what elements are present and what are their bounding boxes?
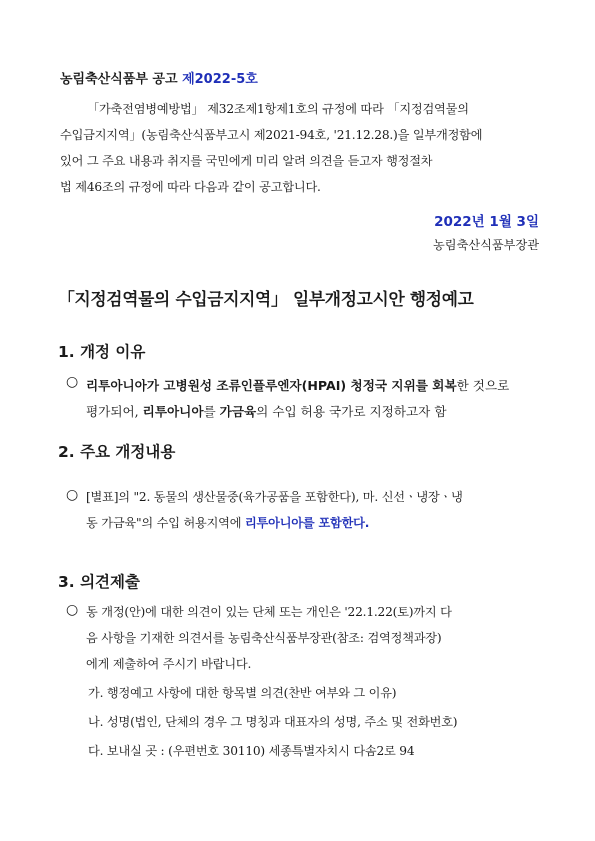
- section-3-item-na: 나. 성명(법인, 단체의 경우 그 명칭과 대표자의 성명, 주소 및 전화번호): [88, 715, 458, 729]
- section-2-line-2: [86, 514, 369, 531]
- section-3-line-2: 음 사항을 기재한 의견서를 농림축산식품부장관(참조: 검역정책과장): [86, 631, 442, 645]
- section-1-text-c: 를: [203, 404, 220, 419]
- section-2-line-1: [별표]의 "2. 동물의 생산물중(육가공품을 포함한다), 마. 신선ㆍ냉장ㆍ냉: [86, 490, 463, 504]
- section-1-heading: 1. 개정 이유: [58, 343, 146, 361]
- intro-line-1: 「가축전염병예방법」 제32조제1항제1호의 규정에 따라 「지정검역물의: [87, 102, 469, 116]
- section-1-line-2: [86, 401, 447, 420]
- bullet-icon: ○: [66, 374, 79, 390]
- section-2-heading: 2. 주요 개정내용: [58, 443, 176, 461]
- section-1-text-e: 의 수입 허용 국가로 지정하고자 함: [256, 404, 447, 419]
- section-1-text-b: 리투아니아: [142, 404, 204, 419]
- intro-line-2: 수입금지지역」(농림축산식품부고시 제2021-94호, '21.12.28.)을 일부개정함에: [60, 128, 483, 142]
- section-3-item-da: 다. 보내실 곳 : (우편번호 30110) 세종특별자치시 다솜2로 94: [88, 744, 415, 758]
- bullet-icon: ○: [66, 602, 79, 618]
- bullet-icon: ○: [66, 487, 79, 503]
- notice-date: 2022년 1월 3일: [434, 214, 539, 230]
- section-1-bold-text: 리투아니아가 고병원성 조류인플루엔자(HPAI) 청정국 지위를 회복: [86, 378, 457, 393]
- section-1-line-1: [86, 375, 509, 394]
- intro-line-4: 법 제46조의 규정에 따라 다음과 같이 공고합니다.: [60, 180, 321, 194]
- section-3-line-1: 동 개정(안)에 대한 의견이 있는 단체 또는 개인은 '22.1.22(토)까지 다: [86, 605, 452, 619]
- minister-name: 농림축산식품부장관: [433, 238, 539, 252]
- notice-title: 「지정검역물의 수입금지지역」 일부개정고시안 행정예고: [58, 289, 474, 309]
- section-2-text-a: 동 가금육"의 수입 허용지역에: [86, 516, 245, 530]
- section-3-heading: 3. 의견제출: [58, 573, 140, 591]
- notice-number-line: [60, 68, 258, 87]
- intro-line-3: 있어 그 주요 내용과 취지를 국민에게 미리 알려 의견을 듣고자 행정절차: [60, 154, 433, 168]
- notice-number: 제2022-5호: [182, 72, 258, 87]
- section-1-text-d: 가금육: [219, 404, 257, 419]
- notice-prefix: 농림축산식품부 공고: [60, 72, 183, 87]
- section-3-line-3: 에게 제출하여 주시기 바랍니다.: [86, 657, 252, 671]
- section-3-item-ga: 가. 행정예고 사항에 대한 항목별 의견(찬반 여부와 그 이유): [88, 686, 397, 700]
- section-1-line-1-rest: 한 것으로: [456, 378, 510, 393]
- section-2-highlight: 리투아니아를 포함한다.: [244, 516, 370, 530]
- section-1-text-a: 평가되어,: [86, 404, 143, 419]
